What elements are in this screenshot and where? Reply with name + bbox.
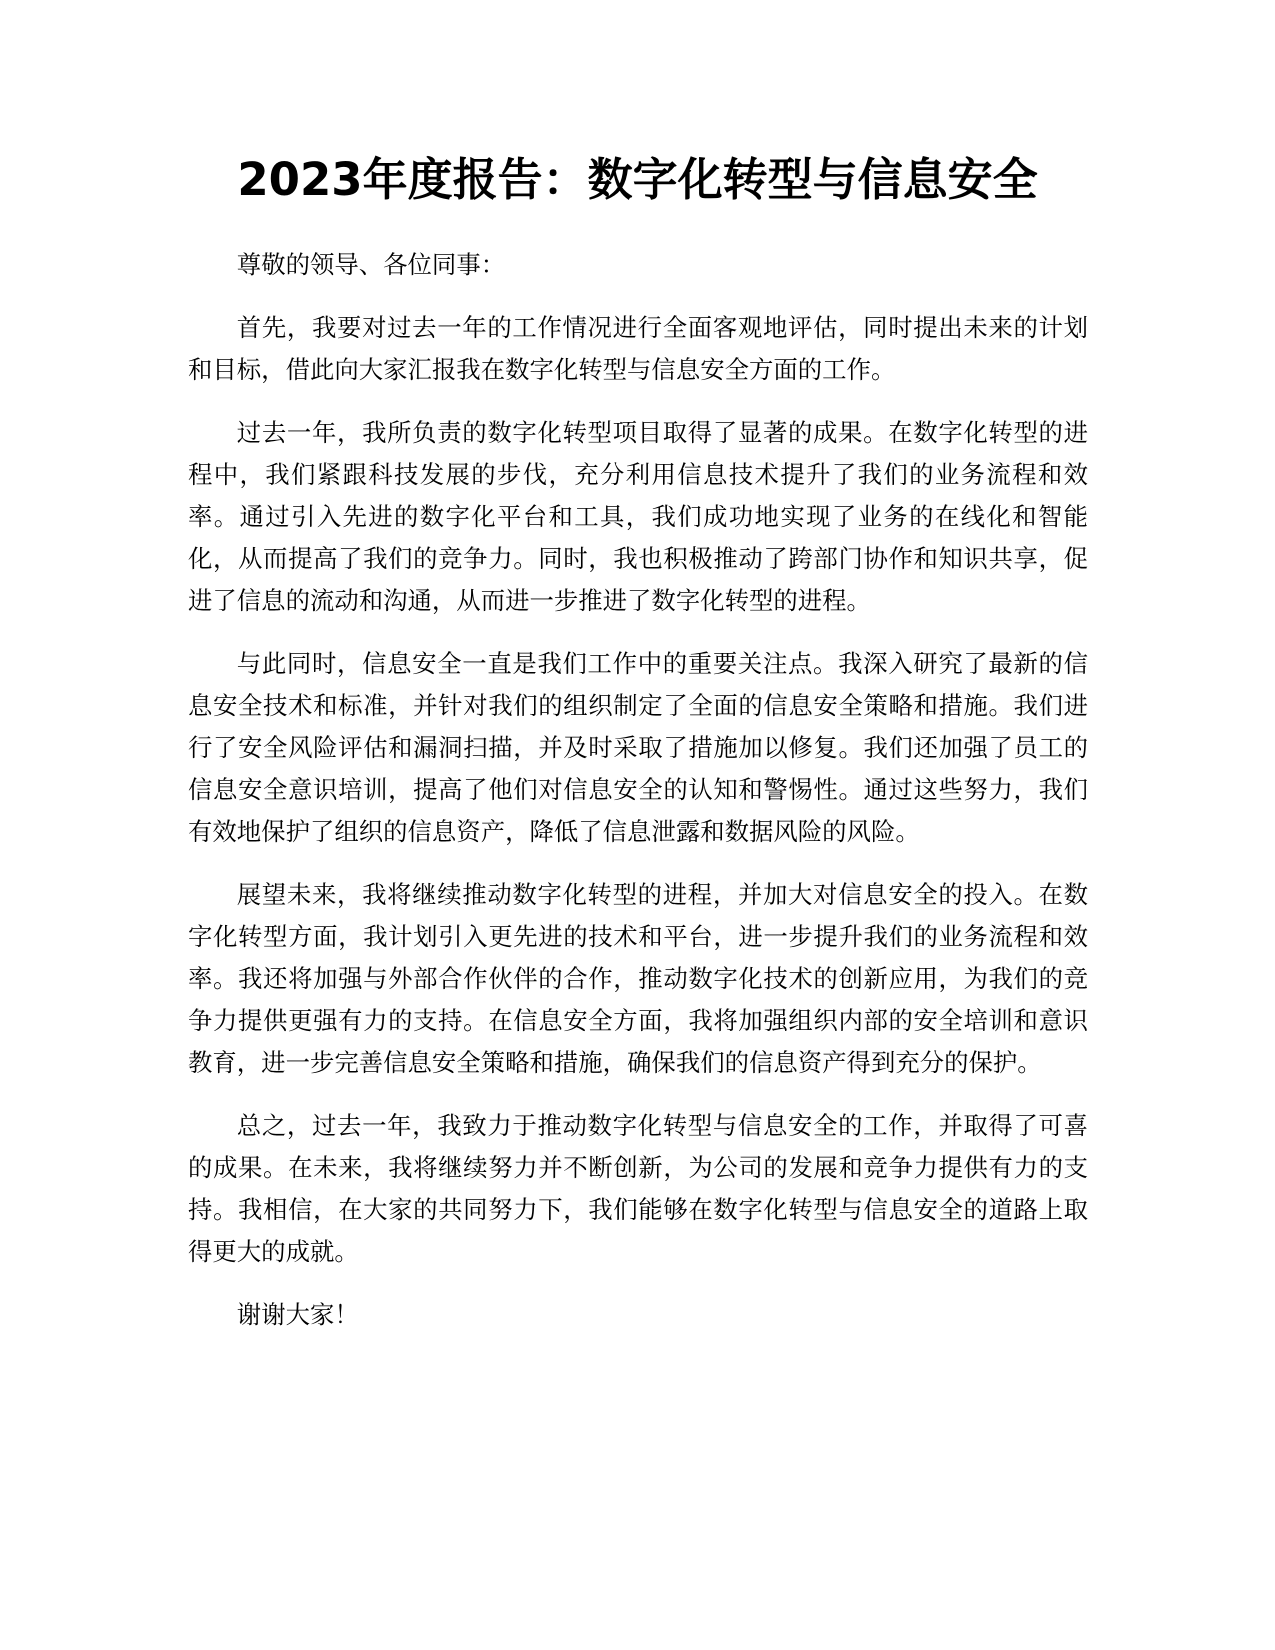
paragraph-information-security: 与此同时，信息安全一直是我们工作中的重要关注点。我深入研究了最新的信息安全技术和标准，并针对我们的组织制定了全面的信息安全策略和措施。我们进行了安全风险评估和漏洞扫描，并及时采取了措施加以修复。我们还加强了员工的信息安全意识培训，提高了他们对信息安全的认知和警惕性。通过这些努力，我们有效地保护了组织的信息资产，降低了信息泄露和数据风险的风险。 [188, 649, 1088, 846]
paragraph-digital-transformation: 过去一年，我所负责的数字化转型项目取得了显著的成果。在数字化转型的进程中，我们紧跟科技发展的步伐，充分利用信息技术提升了我们的业务流程和效率。通过引入先进的数字化平台和工具，我们成功地实现了业务的在线化和智能化，从而提高了我们的竞争力。同时，我也积极推动了跨部门协作和知识共享，促进了信息的流动和沟通，从而进一步推进了数字化转型的进程。 [188, 418, 1088, 615]
paragraph-outlook: 展望未来，我将继续推动数字化转型的进程，并加大对信息安全的投入。在数字化转型方面，我计划引入更先进的技术和平台，进一步提升我们的业务流程和效率。我还将加强与外部合作伙伴的合作，推动数字化技术的创新应用，为我们的竞争力提供更强有力的支持。在信息安全方面，我将加强组织内部的安全培训和意识教育，进一步完善信息安全策略和措施，确保我们的信息资产得到充分的保护。 [188, 880, 1088, 1077]
salutation: 尊敬的领导、各位同事： [236, 250, 506, 279]
document-body [188, 244, 1088, 1357]
paragraph-introduction: 首先，我要对过去一年的工作情况进行全面客观地评估，同时提出未来的计划和目标，借此向大家汇报我在数字化转型与信息安全方面的工作。 [188, 313, 1088, 384]
paragraph-conclusion: 总之，过去一年，我致力于推动数字化转型与信息安全的工作，并取得了可喜的成果。在未来，我将继续努力并不断创新，为公司的发展和竞争力提供有力的支持。我相信，在大家的共同努力下，我们能够在数字化转型与信息安全的道路上取得更大的成就。 [188, 1111, 1088, 1266]
closing-thanks: 谢谢大家！ [236, 1300, 359, 1329]
document-title: 2023年度报告：数字化转型与信息安全 [237, 153, 1038, 206]
